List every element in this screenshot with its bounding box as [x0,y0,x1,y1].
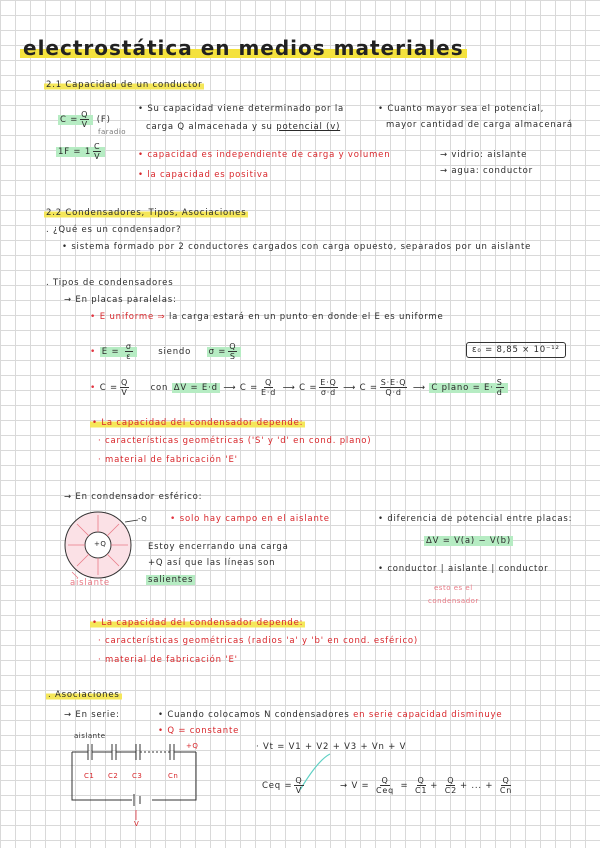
q-constante: • Q = constante [158,726,240,736]
v-sum-formula: → V = $\frac{Q}{\text{Ceq}}$ = $\frac{Q}{C1}$ + $\frac{Q}{C2}$ + ... + $\frac{Q}{Cn}$ [340,776,513,795]
asociaciones-heading: . Asociaciones [48,690,120,700]
condensador-definition: • sistema formado por 2 conductores cargados con carga opuesto, separados por un aislante [62,242,532,252]
red-bullet-positive: • la capacidad es positiva [138,170,269,180]
e-field-formula: • E = $\frac{\sigma}{\varepsilon}$ siendo σ = $\frac{Q}{S}$ [90,342,241,361]
esto-es-note: esto es el [434,584,473,592]
capacity-bullet-1-cont: carga Q almacenada y su potencial (v) [146,122,341,132]
charge-q-outer: -Q [138,515,148,523]
faradio-note: faradio [98,128,127,136]
solo-campo-note: • solo hay campo en el aislante [170,514,330,524]
agua-note: → agua: conductor [440,166,533,176]
estoy-line-2: +Q así que las líneas son [148,558,276,568]
question-condensador: . ¿Qué es un condensador? [46,225,182,235]
tipos-heading: . Tipos de condensadores [46,278,174,288]
e-uniforme-line: • E uniforme ⇒ la carga estará en un punto en donde el E es uniforme [90,312,444,322]
potential-difference-formula: ΔV = V(a) − V(b) [426,536,511,546]
dependencia-material-plano: · material de fabricación 'E' [98,455,238,465]
capacitor-label-c3: C3 [132,772,143,780]
voltage-label: V [134,820,140,828]
capacitor-label-cn: Cn [168,772,179,780]
ceq-formula: Ceq = $\frac{Q}{V}$ [262,776,303,795]
dependencia-title-esferico: • La capacidad del condensador depende: [92,618,304,628]
epsilon0-box: ε₀ = 8,85 × 10⁻¹² [466,342,566,358]
placas-paralelas: → En placas paralelas: [64,295,177,305]
capacity-formula: C = $\frac{Q}{V}$ (F) [60,110,111,129]
section-heading-2-1: 2.1 Capacidad de un conductor [46,80,203,90]
capacitor-label-c2: C2 [108,772,119,780]
q-plus-label: +Q [186,742,199,750]
vidrio-note: → vidrio: aislante [440,150,528,160]
potential-bullet-cont: mayor cantidad de carga almacenará [386,120,573,130]
potential-difference-bullet: • diferencia de potencial entre placas: [378,514,573,524]
serie-description: • Cuando colocamos N condensadores en serie capacidad disminuye [158,710,503,720]
estoy-line-3: salientes [148,575,194,585]
red-bullet-independent: • capacidad es independiente de carga y volumen [138,150,391,160]
section-heading-2-2: 2.2 Condensadores, Tipos, Asociaciones [46,208,247,218]
aislante-label: aislante [70,578,110,588]
dependencia-geometria-esferico: · características geométricas (radios 'a' y 'b' en cond. esférico) [98,636,419,646]
dependencia-geometria-plano: · características geométricas ('S' y 'd' en cond. plano) [98,436,372,446]
capacity-derivation: • C = $\frac{Q}{V}$ con ΔV = E·d ⟶ C = $\frac{Q}{E\cdot d}$ ⟶ C = $\frac{E\cdot Q}{\sigma\cdot d}$ ⟶ C = $\frac{S\cdot E\cdot Q}{Q\cdot d}$ ⟶ C plano = E· $\frac{S}{d}$ [90,378,508,397]
dependencia-title-plano: • La capacidad del condensador depende: [92,418,304,428]
estoy-line-1: Estoy encerrando una carga [148,542,289,552]
capacity-bullet-1: • Su capacidad viene determinado por la [138,104,345,114]
farad-definition: 1F = 1 $\frac{C}{V}$ [56,142,105,161]
potential-bullet: • Cuanto mayor sea el potencial, [378,104,545,114]
vt-sum: · Vt = V1 + V2 + V3 + Vn + V [256,742,407,752]
aislante-series-label: aislante [74,732,106,740]
conductor-aislante-line: • conductor | aislante | conductor [378,564,549,574]
condensador-esferico: → En condensador esférico: [64,492,203,502]
page-title: electrostática en medios materiales [20,36,467,60]
en-serie-label: → En serie: [64,710,120,720]
dependencia-material-esferico: · material de fabricación 'E' [98,655,238,665]
capacitor-label-c1: C1 [84,772,95,780]
condensador-note: condensador [428,597,479,605]
charge-q-inner: +Q [94,540,107,548]
